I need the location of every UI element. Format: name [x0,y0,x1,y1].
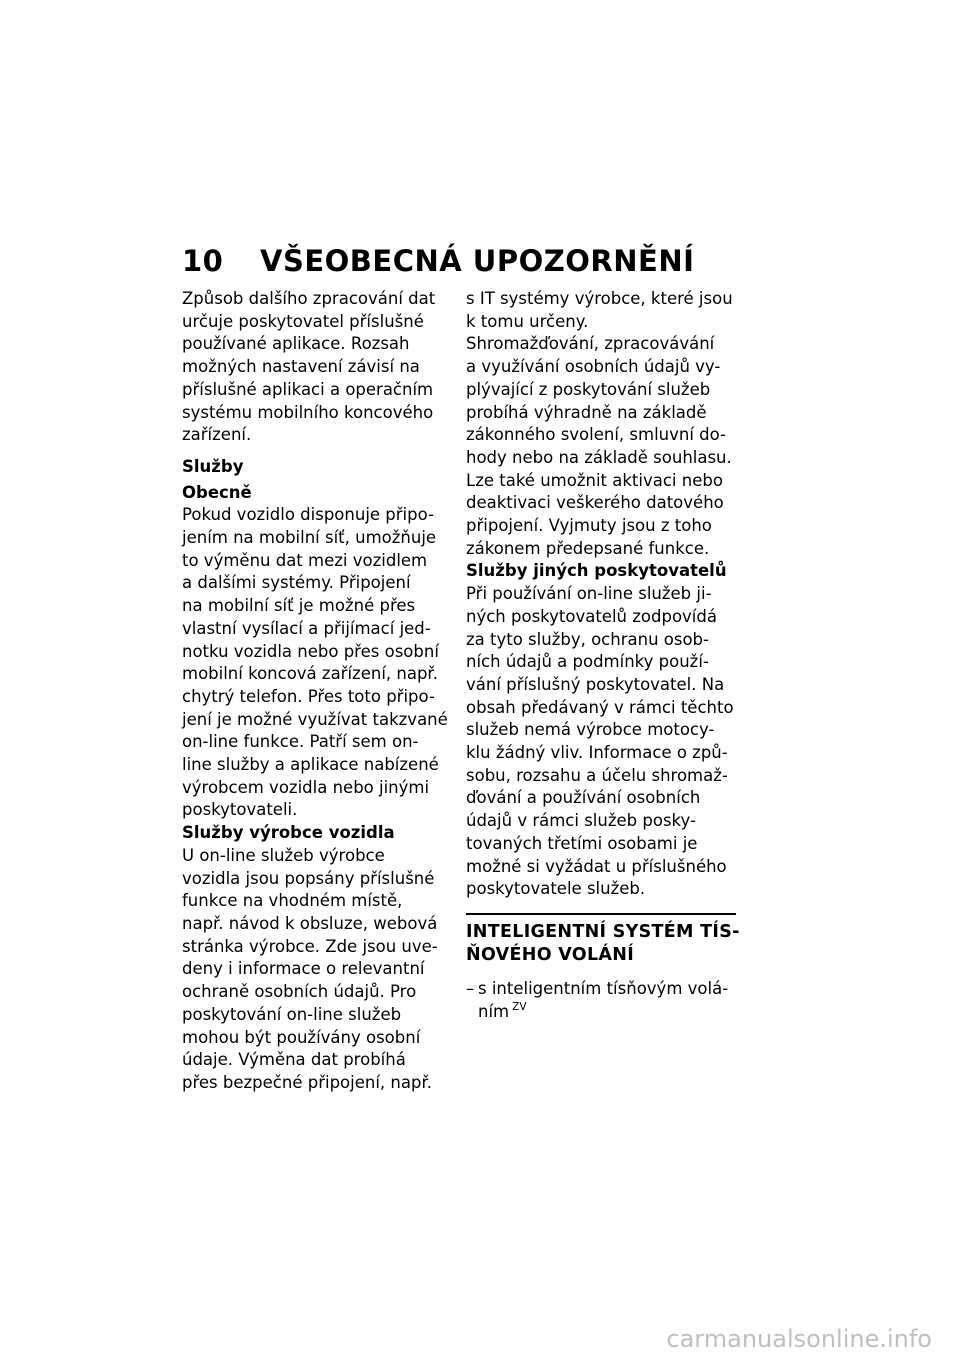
text-line: připojení. Vyjmuty jsou z toho [466,516,712,536]
text-line: Shromažďování, zpracovávání [466,334,715,354]
text-line: jením na mobilní síť, umožňuje [182,528,437,548]
text-line: hody nebo na základě souhlasu. [466,447,732,467]
watermark: carmanualsonline.info [666,1325,932,1353]
text-line: a dalšími systémy. Připojení [182,573,411,593]
text-line: ochraně osobních údajů. Pro [182,982,417,1002]
text-line: obsah předávaný v rámci těchto [466,697,734,717]
bullet-text-line-2 [478,1001,736,1024]
text-line: systému mobilního koncového [182,402,434,422]
text-line: Lze také umožnit aktivaci nebo [466,470,723,490]
text-line: funkce na vhodném místě, [182,891,403,911]
text-line: probíhá výhradně na základě [466,402,707,422]
text-line: on-line funkce. Patří sem on- [182,732,419,752]
text-line: přes bezpečné připojení, např. [182,1072,432,1092]
text-line: např. návod k obsluze, webová [182,913,438,933]
chapter-title: VŠEOBECNÁ UPOZORNĚNÍ [260,244,695,278]
text-line: Způsob dalšího zpracování dat [182,289,436,308]
bullet-text-word: ním [478,1001,510,1021]
text-line: deaktivaci veškerého datového [466,493,724,513]
text-line: tovaných třetími osobami je [466,833,698,853]
text-line: sobu, rozsahu a účelu shromaž- [466,765,728,785]
text-line: vozidla jsou popsány příslušné [182,868,435,888]
text-line: zákonného svolení, smluvní do- [466,425,727,445]
text-line: notku vozidla nebo přes osobní [182,641,439,661]
text-line: poskytování on-line služeb [182,1004,402,1024]
vyrobce-heading: Služby výrobce vozidla [182,823,395,843]
text-line: mohou být používány osobní [182,1027,421,1047]
text-line: údaje. Výměna dat probíhá [182,1050,406,1070]
text-line: poskytovatele služeb. [466,879,646,899]
text-line: stránka výrobce. Zde jsou uve- [182,936,438,956]
text-line: možné si vyžádat u příslušného [466,856,727,876]
section-divider [466,913,736,915]
text-line: používané aplikace. Rozsah [182,334,410,354]
obecne-heading: Obecně [182,482,252,502]
chapter-number: 10 [182,244,224,278]
section-title [466,921,740,967]
bullet-item [466,978,736,1023]
text-line: určuje poskytovatel příslušné [182,311,424,331]
text-line: chytrý telefon. Přes toto připo- [182,686,435,706]
superscript-marker: ZV [512,1000,527,1013]
text-line: s IT systémy výrobce, které jsou [466,289,733,308]
text-line: mobilní koncová zařízení, např. [182,664,438,684]
text-line: Pokud vozidlo disponuje připo- [182,505,434,525]
text-line: na mobilní síť je možné přes [182,596,416,616]
text-line: deny i informace o relevantní [182,959,425,979]
sluzby-heading: Služby [182,456,244,476]
text-line: vání příslušný poskytovatel. Na [466,674,725,694]
text-line: ních údajů a podmínky použí- [466,652,709,672]
dash-bullet: – [466,978,475,998]
left-column [182,288,452,1095]
text-line: ďování a používání osobních [466,788,701,808]
text-line: za tyto služby, ochranu osob- [466,629,709,649]
text-line: line služby a aplikace nabízené [182,755,439,775]
text-line: služeb nemá výrobce motocy- [466,720,715,740]
text-line: U on-line služeb výrobce [182,845,385,865]
text-line: zákonem předepsané funkce. [466,538,710,558]
jinych-heading: Služby jiných poskytovatelů [466,561,727,581]
text-line: to výměnu dat mezi vozidlem [182,550,428,570]
bullet-text-line: s inteligentním tísňovým volá- [478,978,729,998]
section-title-line: ŇOVÉHO VOLÁNÍ [466,944,635,965]
text-line: k tomu určeny. [466,311,589,331]
text-line: jení je možné využívat takzvané [182,709,448,729]
text-line: ných poskytovatelů zodpovídá [466,606,717,626]
text-line: klu žádný vliv. Informace o způ- [466,743,728,763]
text-line: údajů v rámci služeb posky- [466,811,696,831]
text-line: zařízení. [182,425,252,445]
text-line: výrobcem vozidla nebo jinými [182,777,430,797]
sluzby-section [182,456,452,1095]
page-heading [182,243,742,279]
text-line: možných nastavení závisí na [182,357,420,377]
intro-paragraph [182,288,452,447]
text-line: příslušné aplikaci a operačním [182,379,434,399]
continuation-paragraph [466,288,736,901]
right-column [466,288,740,1023]
text-line: poskytovateli. [182,800,298,820]
text-line: Při používání on-line služeb ji- [466,584,712,604]
text-line: plývající z poskytování služeb [466,379,711,399]
text-line: a využívání osobních údajů vy- [466,357,721,377]
section-title-line: INTELIGENTNÍ SYSTÉM TÍS- [466,921,740,942]
text-line: vlastní vysílací a přijímací jed- [182,618,431,638]
